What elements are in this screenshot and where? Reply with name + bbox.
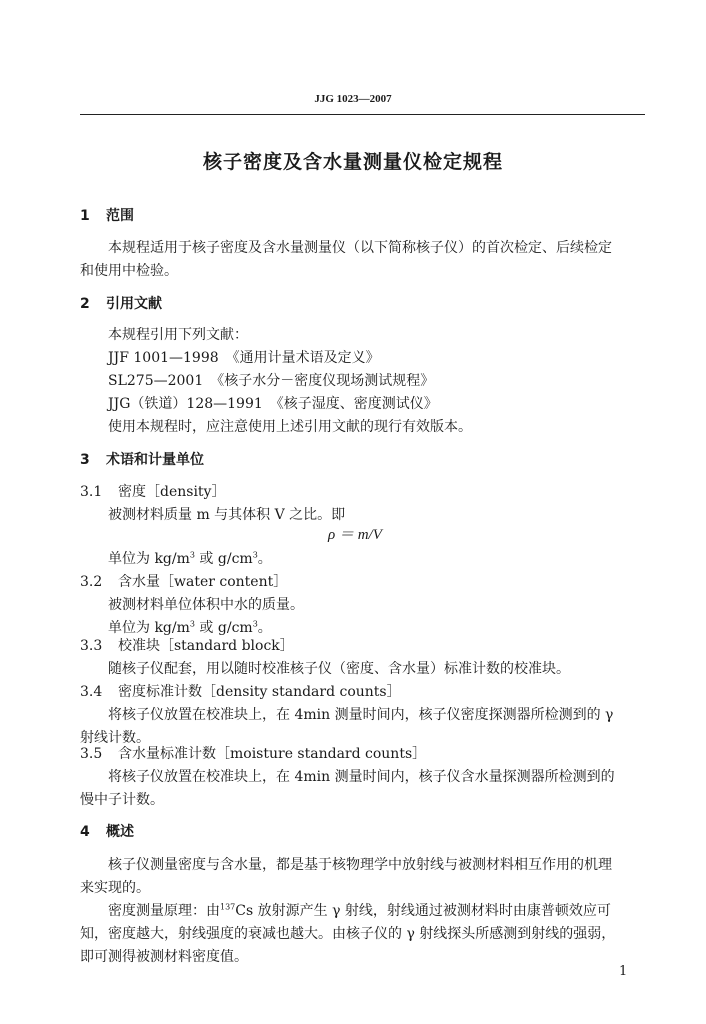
section-1-heading <box>80 207 134 225</box>
definition-term <box>80 573 287 591</box>
definition-text: 被测材料质量 m 与其体积 V 之比。即 <box>108 507 346 523</box>
section-number: 2 <box>80 296 90 312</box>
header-divider <box>80 114 645 115</box>
paragraph-line: 来实现的。 <box>80 880 150 896</box>
term-label: 含水量标准计数［moisture standard counts］ <box>118 746 427 762</box>
section-3-heading <box>80 451 204 469</box>
term-label: 含水量［water content］ <box>118 574 288 590</box>
page-title: 核子密度及含水量测量仪检定规程 <box>202 151 503 173</box>
reference-item: SL275—2001 《核子水分－密度仪现场测试规程》 <box>108 373 435 389</box>
section-title: 引用文献 <box>106 296 162 312</box>
references-note: 使用本规程时，应注意使用上述引用文献的现行有效版本。 <box>108 419 472 435</box>
page-number: 1 <box>619 964 628 979</box>
reference-item: JJG（铁道）128—1991 《核子湿度、密度测试仪》 <box>108 396 438 412</box>
reference-item: JJF 1001—1998 《通用计量术语及定义》 <box>108 350 380 366</box>
section-title: 概述 <box>106 824 134 840</box>
density-formula: ρ ＝ m/V <box>328 527 382 543</box>
term-label: 校准块［standard block］ <box>118 638 294 654</box>
definition-number: 3.4 <box>80 684 103 700</box>
definition-term <box>80 483 225 501</box>
paragraph-line: 知，密度越大，射线强度的衰减也越大。由核子仪的 γ 射线探头所感测到射线的强弱， <box>80 926 616 942</box>
term-label: 密度［density］ <box>118 484 226 500</box>
paragraph-line: 核子仪测量密度与含水量，都是基于核物理学中放射线与被测材料相互作用的机理 <box>108 857 612 873</box>
section-number: 4 <box>80 824 90 840</box>
standard-code: JJG 1023—2007 <box>314 93 392 105</box>
section-title: 范围 <box>106 208 134 224</box>
unit-text: 单位为 $kg/m^3$ 或 $g/cm^3$。 <box>108 619 272 636</box>
paragraph-line: 本规程适用于核子密度及含水量测量仪（以下简称核子仪）的首次检定、后续检定 <box>108 240 612 256</box>
section-2-heading <box>80 295 162 313</box>
section-title: 术语和计量单位 <box>106 452 204 468</box>
section-number: 1 <box>80 208 90 224</box>
definition-text: 射线计数。 <box>80 730 150 746</box>
definition-number: 3.3 <box>80 638 103 654</box>
references-intro: 本规程引用下列文献： <box>108 327 248 343</box>
paragraph-line: 密度测量原理：由$^{137}$Cs 放射源产生 γ 射线，射线通过被测材料时由康普顿效应可 <box>108 902 611 919</box>
definition-term <box>80 683 401 701</box>
definition-term <box>80 637 294 655</box>
definition-number: 3.5 <box>80 746 103 762</box>
definition-number: 3.2 <box>80 574 103 590</box>
definition-text: 慢中子计数。 <box>80 792 164 808</box>
definition-text: 将核子仪放置在校准块上，在 4min 测量时间内，核子仪含水量探测器所检测到的 <box>108 769 615 785</box>
definition-number: 3.1 <box>80 484 103 500</box>
unit-text: 单位为 $kg/m^3$ 或 $g/cm^3$。 <box>108 550 272 567</box>
definition-text: 被测材料单位体积中水的质量。 <box>108 597 304 613</box>
section-4-heading <box>80 823 134 841</box>
paragraph-line: 即可测得被测材料密度值。 <box>80 949 248 965</box>
term-label: 密度标准计数［density standard counts］ <box>118 684 401 700</box>
definition-term <box>80 745 426 763</box>
section-number: 3 <box>80 452 90 468</box>
paragraph-line: 和使用中检验。 <box>80 263 178 279</box>
definition-text: 将核子仪放置在校准块上，在 4min 测量时间内，核子仪密度探测器所检测到的 γ <box>108 707 614 723</box>
definition-text: 随核子仪配套，用以随时校准核子仪（密度、含水量）标准计数的校准块。 <box>108 661 570 677</box>
